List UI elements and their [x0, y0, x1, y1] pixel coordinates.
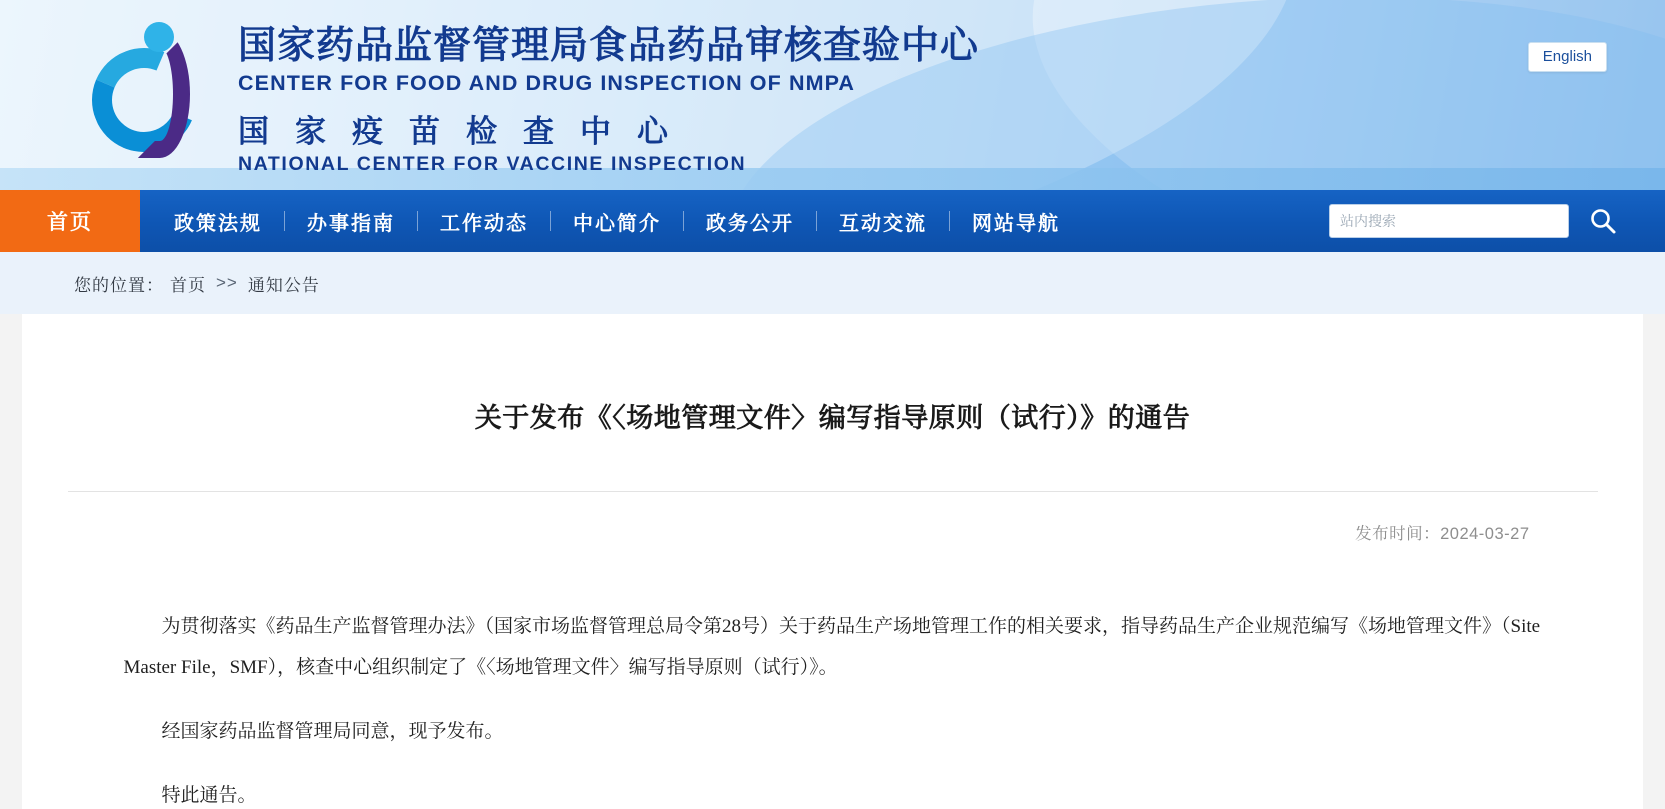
article-body: [68, 544, 1598, 809]
breadcrumb-separator: >>: [216, 273, 238, 292]
article-paragraph: 特此通告。: [161, 784, 257, 806]
nav-item-government-info[interactable]: 政务公开: [706, 212, 794, 235]
nav-item-home[interactable]: 首页: [0, 190, 140, 252]
breadcrumb: [74, 271, 320, 296]
site-logo-icon[interactable]: [92, 22, 214, 172]
org-name-cn-primary: 国家药品监督管理局食品药品审核查验中心: [238, 25, 980, 67]
article-paragraph: 经国家药品监督管理局同意，现予发布。: [161, 721, 504, 743]
page-title: 关于发布《〈场地管理文件〉编写指导原则（试行）》的通告: [474, 403, 1191, 434]
page-body: [0, 314, 1665, 809]
breadcrumb-band: [0, 252, 1665, 314]
publish-time-value: 2024-03-27: [1440, 524, 1530, 543]
org-name-en-primary: CENTER FOR FOOD AND DRUG INSPECTION OF NMPA: [238, 70, 856, 95]
breadcrumb-prefix: 您的位置：: [74, 275, 164, 295]
nav-item-about[interactable]: 中心简介: [573, 212, 661, 235]
publish-time-label: 发布时间：: [1355, 524, 1441, 543]
nav-item-interaction[interactable]: 互动交流: [839, 212, 927, 235]
nav-items: [140, 190, 1082, 252]
site-header: [0, 0, 1665, 190]
page-edge-right: [1643, 314, 1665, 809]
site-logo-text: [238, 24, 998, 176]
nav-item-guide[interactable]: 办事指南: [307, 212, 395, 235]
nav-item-news[interactable]: 工作动态: [440, 212, 528, 235]
nav-item-sitemap[interactable]: 网站导航: [972, 212, 1060, 235]
publish-time: [68, 492, 1598, 544]
nav-item-policies[interactable]: 政策法规: [174, 212, 262, 235]
site-search: [1329, 203, 1629, 239]
org-name-en-secondary: NATIONAL CENTER FOR VACCINE INSPECTION: [238, 152, 747, 175]
logo-dot: [144, 22, 174, 52]
article-container: [68, 314, 1598, 809]
page-edge-left: [0, 314, 22, 809]
breadcrumb-item-current[interactable]: 通知公告: [247, 275, 320, 295]
article-paragraph: 为贯彻落实《药品生产监督管理办法》（国家市场监督管理总局令第28号）关于药品生产场地管理工作的相关要求，指导药品生产企业规范编写《场地管理文件》（Site Master File，SMF），核查中心组织制定了《〈场地管理文件〉编写指导原则（试行）》。: [123, 615, 1541, 679]
breadcrumb-item-home[interactable]: 首页: [170, 275, 206, 295]
search-icon: [1588, 206, 1618, 236]
search-input[interactable]: [1329, 204, 1569, 238]
language-switch-button[interactable]: English: [1528, 42, 1607, 72]
search-button[interactable]: [1577, 203, 1629, 239]
org-name-cn-secondary: 国家疫苗检查中心: [238, 113, 694, 149]
main-navigation: [0, 190, 1665, 252]
